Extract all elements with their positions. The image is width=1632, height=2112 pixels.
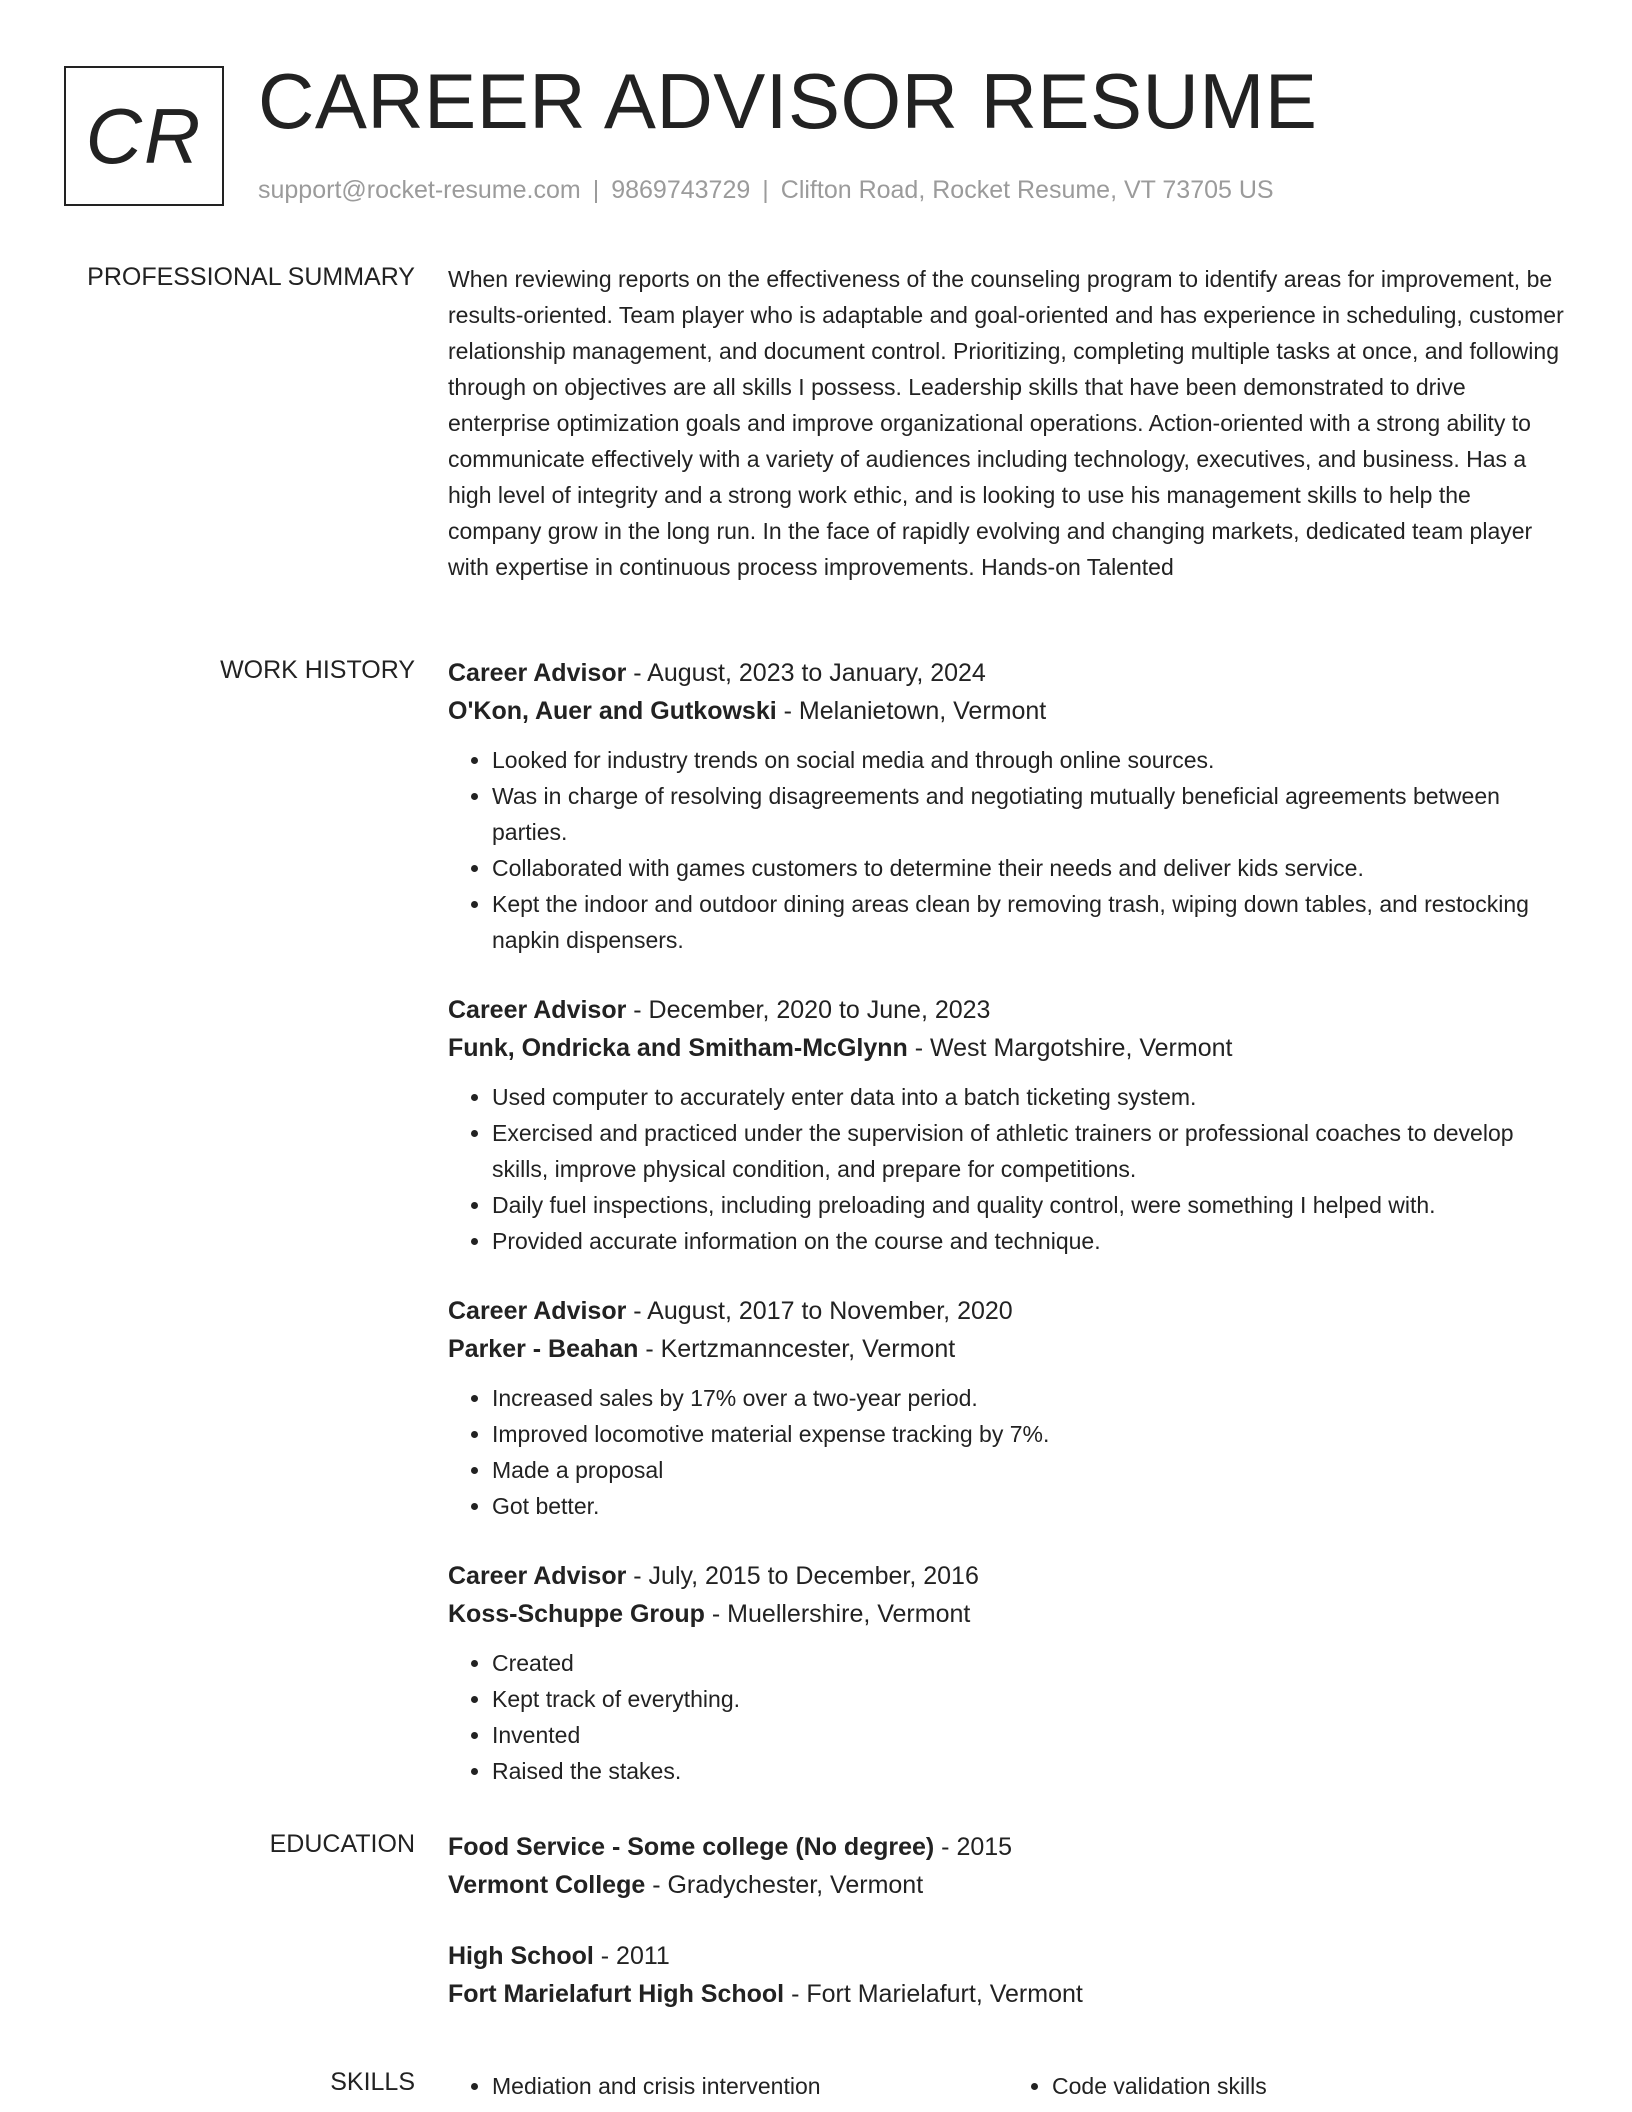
job-company-line (448, 1595, 1568, 1633)
job-bullet: • Invented (492, 1717, 1568, 1753)
job-bullets (448, 1645, 1568, 1789)
summary-text: When reviewing reports on the effectiveness of the counseling program to identify areas for improvement, be results-oriented. Team player who is adaptable and goal-oriented and has experience in scheduling, customer relationship management, and document control. Prioritizing, completing multiple tasks at once, and following through on objectives are all skills I possess. Leadership skills that have been demonstrated to drive enterprise optimization goals and improve organizational operations. Action-oriented with a strong ability to communicate effectively with a variety of audiences including technology, executives, and business. Has a high level of integrity and a strong work ethic, and is looking to use his management skills to help the company grow in the long run. In the face of rapidly evolving and changing markets, dedicated team player with expertise in continuous process improvements. Hands-on Talented (448, 266, 1564, 580)
contact-address: Clifton Road, Rocket Resume, VT 73705 US (780, 176, 1274, 204)
monogram-logo: CR (64, 66, 224, 206)
school-location: - Gradychester, Vermont (645, 1871, 924, 1899)
job-bullet: • Got better. (492, 1488, 1568, 1524)
job-bullet: • Collaborated with games customers to determine their needs and deliver kids service. (492, 850, 1568, 886)
summary-heading: PROFESSIONAL SUMMARY (87, 263, 415, 291)
graduation-year: - 2011 (593, 1942, 670, 1970)
job-bullet: • Made a proposal (492, 1452, 1568, 1488)
contact-separator: | (592, 176, 600, 204)
job-title: Career Advisor (448, 1297, 627, 1325)
education-list (448, 1828, 1568, 2046)
job-dates: - August, 2017 to November, 2020 (626, 1297, 1013, 1325)
degree: Food Service - Some college (No degree) (448, 1833, 935, 1861)
school-line (448, 1975, 1568, 2013)
job-company-line (448, 1029, 1568, 1067)
job-entry (448, 991, 1568, 1259)
skills-columns (448, 2068, 1568, 2104)
job-company: Koss-Schuppe Group (448, 1600, 705, 1628)
school-location: - Fort Marielafurt, Vermont (784, 1980, 1083, 2008)
job-bullet: • Kept the indoor and outdoor dining areas clean by removing trash, wiping down tables, and restocking napkin dispensers. (492, 886, 1568, 958)
job-bullet: • Was in charge of resolving disagreements and negotiating mutually beneficial agreements between parties. (492, 778, 1568, 850)
job-bullet: • Kept track of everything. (492, 1681, 1568, 1717)
job-title: Career Advisor (448, 996, 627, 1024)
job-bullet: • Increased sales by 17% over a two-year period. (492, 1380, 1568, 1416)
contact-separator: | (762, 176, 769, 204)
job-entry (448, 1557, 1568, 1789)
job-bullet: • Used computer to accurately enter data into a batch ticketing system. (492, 1079, 1568, 1115)
job-bullet: • Looked for industry trends on social media and through online sources. (492, 742, 1568, 778)
graduation-year: - 2015 (934, 1833, 1013, 1861)
job-company: O'Kon, Auer and Gutkowski (448, 697, 777, 725)
degree: High School (448, 1942, 594, 1970)
job-title-line (448, 1292, 1568, 1330)
job-title-line (448, 991, 1568, 1029)
job-location: - Muellershire, Vermont (704, 1600, 971, 1628)
job-dates: - August, 2023 to January, 2024 (626, 659, 986, 687)
job-location: - Melanietown, Vermont (776, 697, 1047, 725)
contact-email: support@rocket-resume.com (258, 176, 581, 204)
skills-list-right (1008, 2068, 1568, 2104)
degree-line (448, 1828, 1568, 1866)
job-dates: - December, 2020 to June, 2023 (626, 996, 991, 1024)
contact-phone: 9869743729 (611, 176, 751, 204)
job-bullets (448, 1079, 1568, 1259)
job-bullet: • Provided accurate information on the course and technique. (492, 1223, 1568, 1259)
school-name: Vermont College (448, 1871, 646, 1899)
job-bullet: • Raised the stakes. (492, 1753, 1568, 1789)
skills-heading: SKILLS (330, 2068, 415, 2096)
skill-item: • Mediation and crisis intervention (492, 2068, 1008, 2104)
work-history-heading: WORK HISTORY (220, 656, 415, 684)
job-title-line (448, 654, 1568, 692)
job-bullet: • Created (492, 1645, 1568, 1681)
skills-list-left (448, 2068, 1008, 2104)
school-line (448, 1866, 1568, 1904)
job-bullets (448, 1380, 1568, 1524)
job-title: Career Advisor (448, 659, 627, 687)
job-entry (448, 654, 1568, 958)
job-bullet: • Exercised and practiced under the supervision of athletic trainers or professional coaches to develop skills, improve physical condition, and prepare for competitions. (492, 1115, 1568, 1187)
job-dates: - July, 2015 to December, 2016 (626, 1562, 979, 1590)
school-name: Fort Marielafurt High School (448, 1980, 785, 2008)
job-company: Funk, Ondricka and Smitham-McGlynn (448, 1034, 908, 1062)
job-location: - Kertzmanncester, Vermont (638, 1335, 956, 1363)
job-company: Parker - Beahan (448, 1335, 639, 1363)
job-bullets (448, 742, 1568, 958)
resume-title: CAREER ADVISOR RESUME (258, 57, 1318, 145)
job-list (448, 654, 1568, 1822)
degree-line (448, 1937, 1568, 1975)
job-location: - West Margotshire, Vermont (907, 1034, 1233, 1062)
job-bullet: • Daily fuel inspections, including preloading and quality control, were something I helped with. (492, 1187, 1568, 1223)
job-title: Career Advisor (448, 1562, 627, 1590)
contact-line (258, 174, 1274, 206)
job-bullet: • Improved locomotive material expense tracking by 7%. (492, 1416, 1568, 1452)
education-entry (448, 1828, 1568, 1904)
education-heading: EDUCATION (269, 1830, 415, 1858)
skill-item: • Code validation skills (1052, 2068, 1568, 2104)
job-title-line (448, 1557, 1568, 1595)
job-entry (448, 1292, 1568, 1524)
education-entry (448, 1937, 1568, 2013)
job-company-line (448, 692, 1568, 730)
job-company-line (448, 1330, 1568, 1368)
